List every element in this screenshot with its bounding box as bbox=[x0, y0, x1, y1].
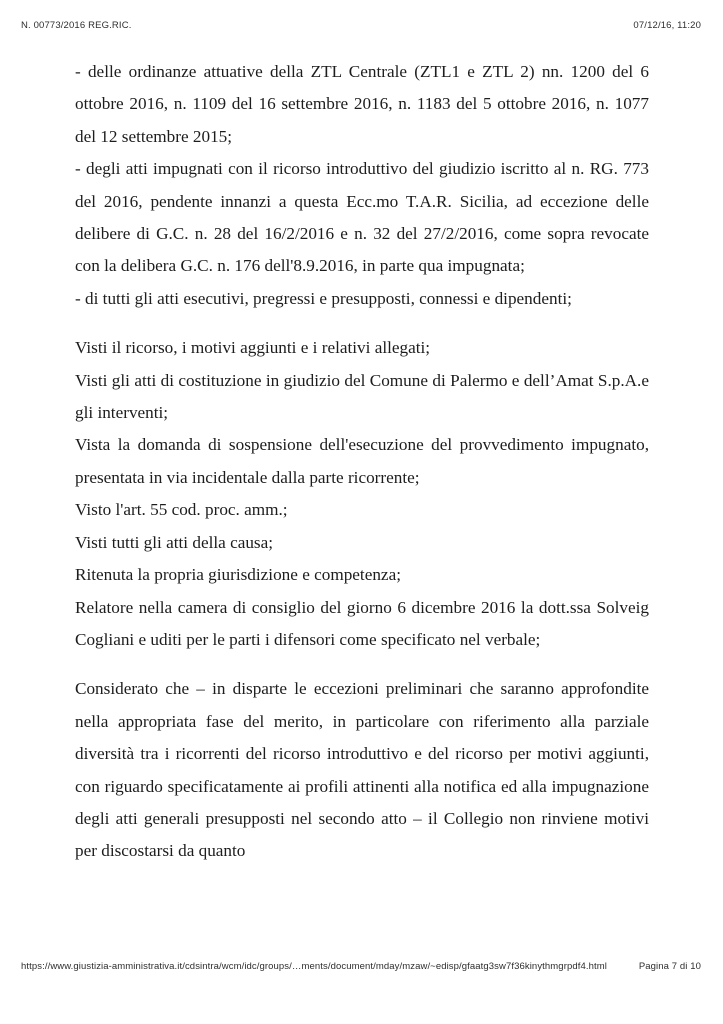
case-reference: N. 00773/2016 REG.RIC. bbox=[21, 20, 132, 31]
print-timestamp: 07/12/16, 11:20 bbox=[633, 20, 701, 31]
body-paragraph: Considerato che – in disparte le eccezioni preliminari che saranno approfondite nella appropriata fase del merito, in particolare con riferimento alla parziale diversità tra i ricorrenti del ricorso introduttivo e del ricorso per motivi aggiunti, con riguardo specificatamente ai profili attinenti alla notifica ed alla impugnazione degli atti generali presupposti nel secondo atto – il Collegio non rinviene motivi per discostarsi da quanto bbox=[75, 679, 649, 861]
body-paragraph: - degli atti impugnati con il ricorso introduttivo del giudizio iscritto al n. RG. 773 del 2016, pendente innanzi a questa Ecc.mo T.A.R. Sicilia, ad eccezione delle delibere di G.C. n. 28 del 16/2/2016 e n. 32 del 27/2/2016, come sopra revocate con la delibera G.C. n. 176 dell'8.9.2016, in parte qua impugnata; bbox=[75, 159, 649, 276]
body-paragraph: Ritenuta la propria giurisdizione e competenza; bbox=[75, 565, 401, 585]
body-paragraph: - di tutti gli atti esecutivi, pregressi e presupposti, connessi e dipendenti; bbox=[75, 288, 572, 308]
body-paragraph: - delle ordinanze attuative della ZTL Centrale (ZTL1 e ZTL 2) nn. 1200 del 6 ottobre 2016, n. 1109 del 16 settembre 2016, n. 1183 del 5 ottobre 2016, n. 1077 del 12 settembre 2015; bbox=[75, 62, 649, 146]
paragraph-block bbox=[75, 56, 649, 315]
body-paragraph: Visti gli atti di costituzione in giudizio del Comune di Palermo e dell’Amat S.p.A.e gli interventi; bbox=[75, 370, 649, 423]
page-indicator: Pagina 7 di 10 bbox=[638, 961, 701, 972]
page-header bbox=[21, 20, 701, 31]
document-body bbox=[75, 56, 649, 868]
body-paragraph: Visto l'art. 55 cod. proc. amm.; bbox=[75, 500, 288, 520]
page-footer bbox=[21, 961, 701, 972]
paragraph-block bbox=[75, 332, 649, 656]
paragraph-block bbox=[75, 673, 649, 867]
source-url: https://www.giustizia-amministrativa.it/cdsintra/wcm/idc/groups/…ments/document/mday/mzaw/~edisp/gfaatg3sw7f36kinythmgrpdf4.html bbox=[21, 961, 607, 972]
body-paragraph: Visti tutti gli atti della causa; bbox=[75, 532, 274, 552]
body-paragraph: Visti il ricorso, i motivi aggiunti e i relativi allegati; bbox=[75, 338, 431, 358]
body-paragraph: Relatore nella camera di consiglio del giorno 6 dicembre 2016 la dott.ssa Solveig Cogliani e uditi per le parti i difensori come specificato nel verbale; bbox=[75, 597, 649, 649]
body-paragraph: Vista la domanda di sospensione dell'esecuzione del provvedimento impugnato, presentata in via incidentale dalla parte ricorrente; bbox=[75, 435, 649, 487]
